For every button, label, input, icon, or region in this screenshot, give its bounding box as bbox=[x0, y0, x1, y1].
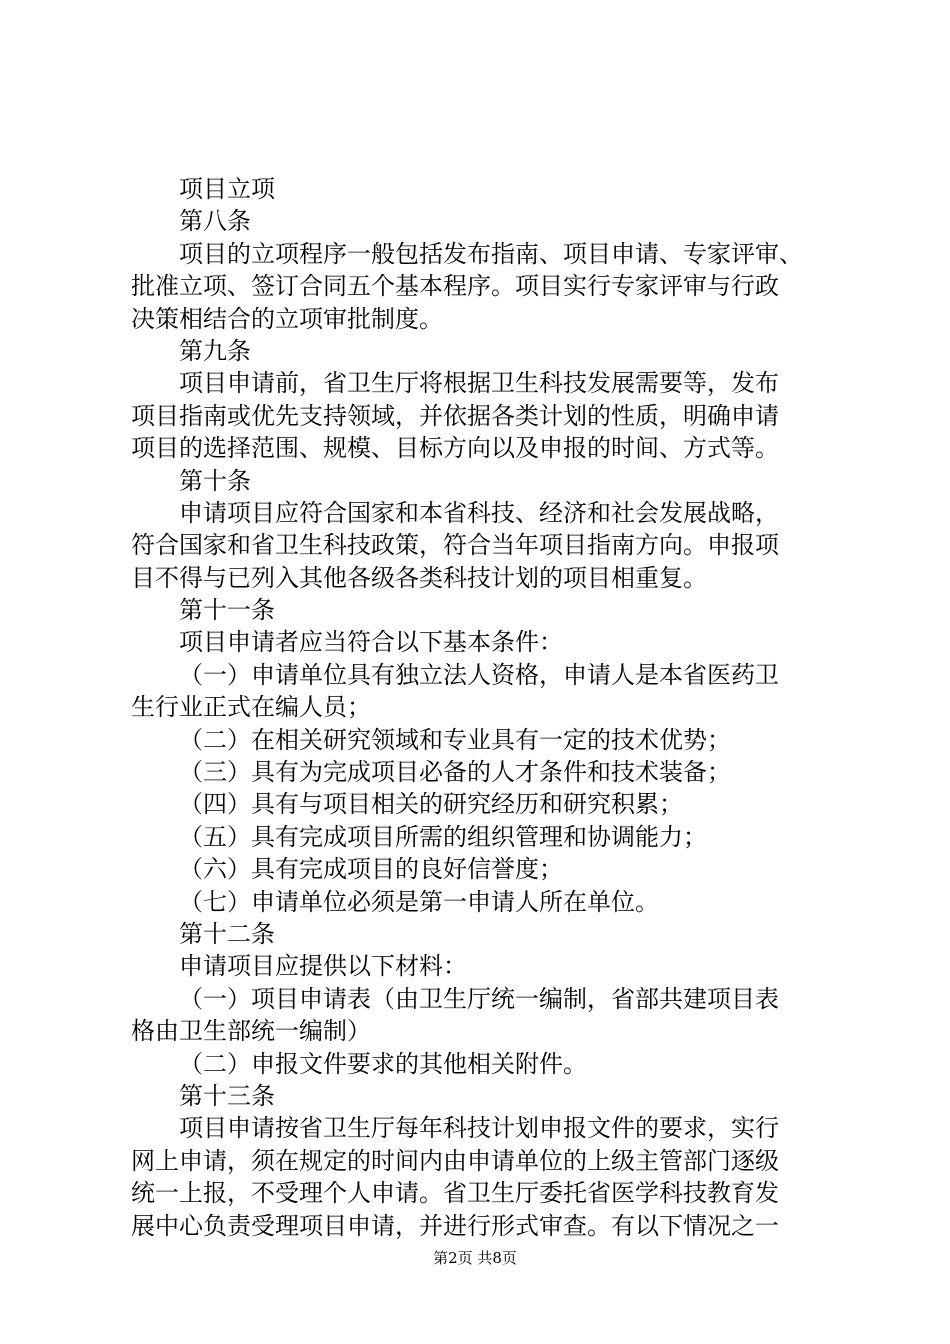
article-heading: 第八条 bbox=[179, 207, 251, 236]
article-heading: 第十条 bbox=[179, 466, 251, 495]
document-body bbox=[131, 173, 839, 1242]
list-item: （六）具有完成项目的良好信誉度； bbox=[179, 855, 563, 884]
page-number: 第2页 共8页 bbox=[433, 1249, 517, 1267]
paragraph-line: 目不得与已列入其他各级各类科技计划的项目相重复。 bbox=[131, 563, 707, 592]
list-item-continuation: 生行业正式在编人员； bbox=[131, 693, 371, 722]
list-item: （二）在相关研究领域和专业具有一定的技术优势； bbox=[179, 725, 731, 754]
paragraph-line: 统一上报，不受理个人申请。省卫生厅委托省医学科技教育发 bbox=[131, 1179, 779, 1208]
list-item: （一）申请单位具有独立法人资格，申请人是本省医药卫 bbox=[179, 660, 779, 689]
list-item-continuation: 格由卫生部统一编制） bbox=[131, 1017, 371, 1046]
article-heading: 第十一条 bbox=[179, 596, 275, 625]
page-footer bbox=[0, 1248, 950, 1268]
list-item: （四）具有与项目相关的研究经历和研究积累； bbox=[179, 790, 683, 819]
section-heading: 项目立项 bbox=[179, 175, 275, 203]
paragraph-line: 符合国家和省卫生科技政策，符合当年项目指南方向。申报项 bbox=[131, 531, 779, 560]
paragraph-line: 批准立项、签订合同五个基本程序。项目实行专家评审与行政 bbox=[131, 272, 779, 301]
paragraph-line: 申请项目应提供以下材料： bbox=[179, 952, 467, 981]
paragraph-line: 申请项目应符合国家和本省科技、经济和社会发展战略， bbox=[179, 498, 779, 527]
list-item: （三）具有为完成项目必备的人才条件和技术装备； bbox=[179, 758, 731, 787]
list-item: （五）具有完成项目所需的组织管理和协调能力； bbox=[179, 822, 707, 851]
paragraph-line: 网上申请，须在规定的时间内由申请单位的上级主管部门逐级 bbox=[131, 1146, 779, 1175]
paragraph-line: 项目的选择范围、规模、目标方向以及申报的时间、方式等。 bbox=[131, 434, 779, 463]
list-item: （七）申请单位必须是第一申请人所在单位。 bbox=[179, 887, 659, 916]
article-heading: 第十二条 bbox=[179, 919, 275, 948]
paragraph-line: 项目的立项程序一般包括发布指南、项目申请、专家评审、 bbox=[179, 239, 803, 268]
list-item: （一）项目申请表（由卫生厅统一编制，省部共建项目表 bbox=[179, 984, 779, 1013]
paragraph-line: 项目申请按省卫生厅每年科技计划申报文件的要求，实行 bbox=[179, 1114, 779, 1143]
paragraph-line: 决策相结合的立项审批制度。 bbox=[131, 304, 443, 333]
list-item: （二）申报文件要求的其他相关附件。 bbox=[179, 1049, 587, 1078]
article-heading: 第十三条 bbox=[179, 1081, 275, 1110]
paragraph-line: 项目指南或优先支持领域，并依据各类计划的性质，明确申请 bbox=[131, 401, 779, 430]
paragraph-line: 展中心负责受理项目申请，并进行形式审查。有以下情况之一 bbox=[131, 1211, 779, 1240]
paragraph-line: 项目申请者应当符合以下基本条件： bbox=[179, 628, 563, 657]
article-heading: 第九条 bbox=[179, 336, 251, 365]
paragraph-line: 项目申请前，省卫生厅将根据卫生科技发展需要等，发布 bbox=[179, 369, 779, 398]
